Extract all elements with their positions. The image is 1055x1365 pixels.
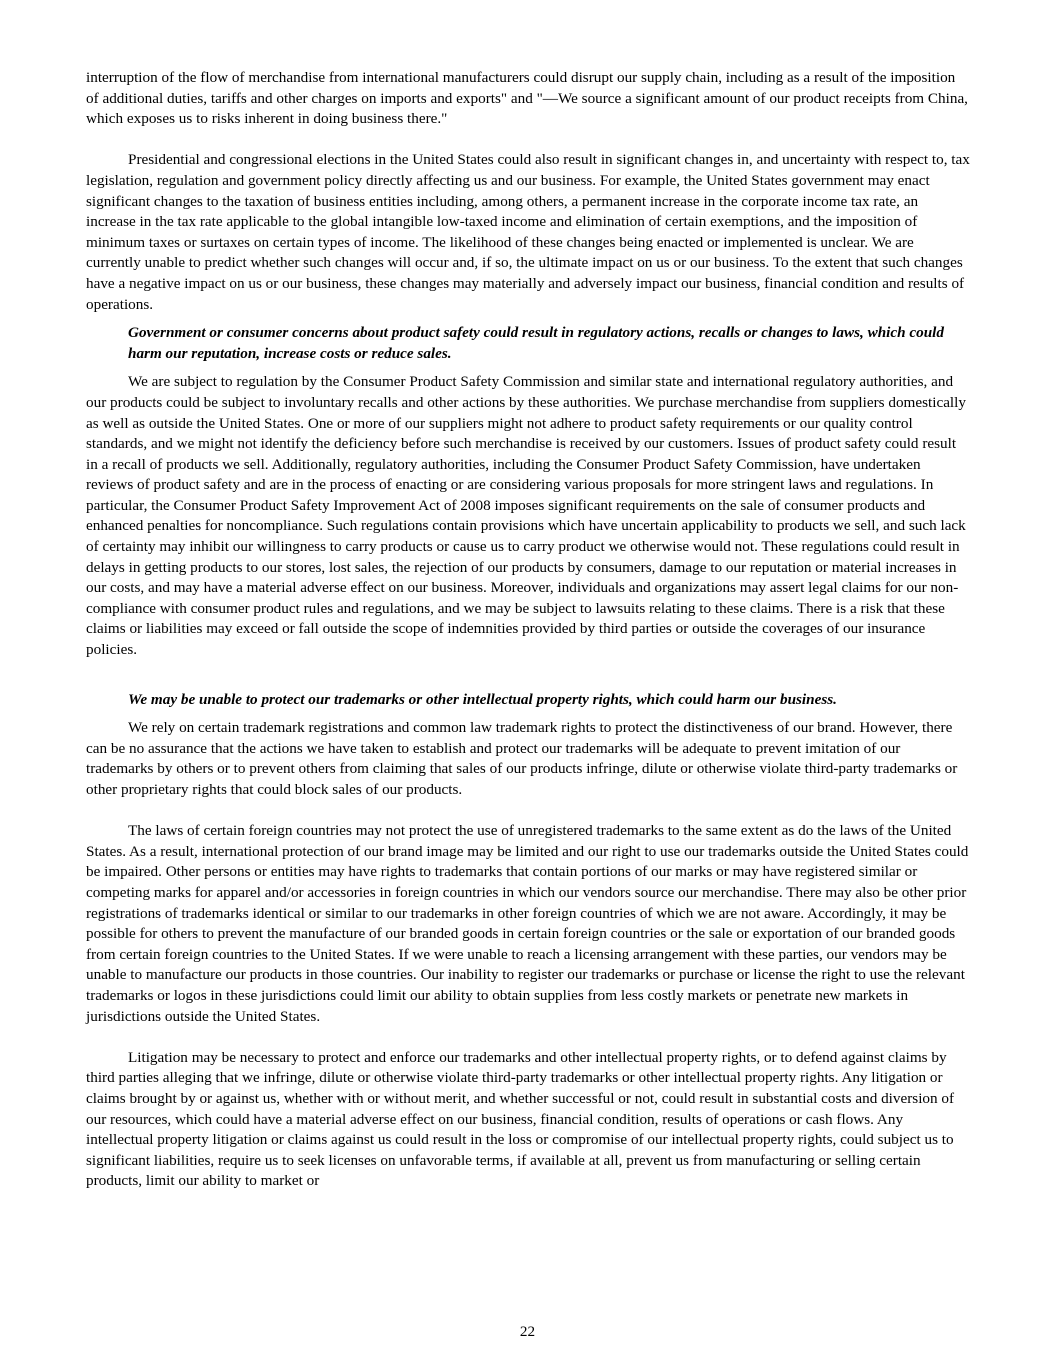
document-page — [86, 68, 970, 1192]
paragraph-trademark-registrations: We rely on certain trademark registrations and common law trademark rights to protect the distinctiveness of our brand. However, there can be no assurance that the actions we have taken to establish and protect our trademarks will be adequate to prevent imitation of our trademarks by others or to prevent others from claiming that sales of our products infringe, dilute or otherwise violate third-party trademarks or other proprietary rights that could block sales of our products. — [86, 719, 958, 798]
heading-product-safety: Government or consumer concerns about product safety could result in regulatory actions, recalls or changes to laws, which could harm our reputation, increase costs or reduce sales. — [128, 324, 944, 362]
paragraph-litigation: Litigation may be necessary to protect and enforce our trademarks and other intellectual property rights, or to defend against claims by third parties alleging that we infringe, dilute or otherwise violate third-party trademarks or other intellectual property rights. Any litigation or claims brought by or against us, whether with or without merit, and whether successful or not, could result in substantial costs and diversion of our resources, which could have a material adverse effect on our business, financial condition, results of operations or cash flows. Any intellectual property litigation or claims against us could result in the loss or compromise of our intellectual property rights, could subject us to significant liabilities, require us to seek licenses on unfavorable terms, if available at all, prevent us from manufacturing or selling certain products, limit our ability to market or — [86, 1048, 955, 1190]
paragraph-elections-tax: Presidential and congressional elections in the United States could also result in significant changes in, and uncertainty with respect to, tax legislation, regulation and government policy directly affecting us and our business. For example, the United States government may enact significant changes to the taxation of business entities including, among others, a permanent increase in the corporate income tax rate, an increase in the tax rate applicable to the global intangible low-taxed income and elimination of certain exemptions, and the imposition of minimum taxes or surtaxes on certain types of income. The likelihood of these changes being enacted or implemented is unclear. We are currently unable to predict whether such changes will occur and, if so, the ultimate impact on us or our business. To the extent that such changes have a negative impact on us or our business, these changes may materially and adversely impact our business, financial condition and results of operations. — [86, 151, 970, 313]
paragraph-supply-chain-continuation: interruption of the flow of merchandise from international manufacturers could disrupt our supply chain, including as a result of the imposition of additional duties, tariffs and other charges on imports and exports" and "—We source a significant amount of our product receipts from China, which exposes us to risks inherent in doing business there." — [86, 69, 968, 128]
paragraph-foreign-countries: The laws of certain foreign countries may not protect the use of unregistered trademarks to the same extent as do the laws of the United States. As a result, international protection of our brand image may be limited and our right to use our trademarks outside the United States could be impaired. Other persons or entities may have rights to trademarks that contain portions of our marks or may have registered similar or competing marks for apparel and/or accessories in foreign countries in which our vendors source our merchandise. There may also be other prior registrations of trademarks identical or similar to our trademarks in other foreign countries of which we are not aware. Accordingly, it may be possible for others to prevent the manufacture of our branded goods in certain foreign countries or the sale or exportation of our branded goods from certain foreign countries to the United States. If we were unable to reach a licensing arrangement with these parties, our vendors may be unable to manufacture our products in those countries. Our inability to register our trademarks or purchase or license the right to use the relevant trademarks or logos in these jurisdictions could limit our ability to obtain supplies from less costly markets or penetrate new markets in jurisdictions outside the United States. — [86, 822, 969, 1025]
heading-trademarks: We may be unable to protect our trademarks or other intellectual property rights, which could harm our business. — [128, 690, 837, 708]
paragraph-product-safety: We are subject to regulation by the Consumer Product Safety Commission and similar state and international regulatory authorities, and our products could be subject to involuntary recalls and other actions by these authorities. We purchase merchandise from suppliers domestically as well as outside the United States. One or more of our suppliers might not adhere to product safety requirements or our quality control standards, and we might not identify the deficiency before such merchandise is received by our customers. Issues of product safety could result in a recall of products we sell. Additionally, regulatory authorities, including the Consumer Product Safety Commission, have undertaken reviews of product safety and are in the process of enacting or are considering various proposals for more stringent laws and regulations. In particular, the Consumer Product Safety Improvement Act of 2008 imposes significant requirements on the sale of consumer products and enhanced penalties for noncompliance. Such regulations contain provisions which have uncertain applicability to products we sell, and such lack of certainty may inhibit our willingness to carry products or cause us to carry product we otherwise would not. These regulations could result in delays in getting products to our stores, lost sales, the rejection of our products by consumers, damage to our reputation or material increases in our costs, and may have a material adverse effect on our business. Moreover, individuals and organizations may assert legal claims for our non-compliance with consumer product rules and regulations, and we may be subject to lawsuits relating to these claims. There is a risk that these claims or liabilities may exceed or fall outside the scope of indemnities provided by third parties or outside the coverages of our insurance policies. — [86, 373, 966, 659]
page-number: 22 — [519, 1323, 536, 1340]
